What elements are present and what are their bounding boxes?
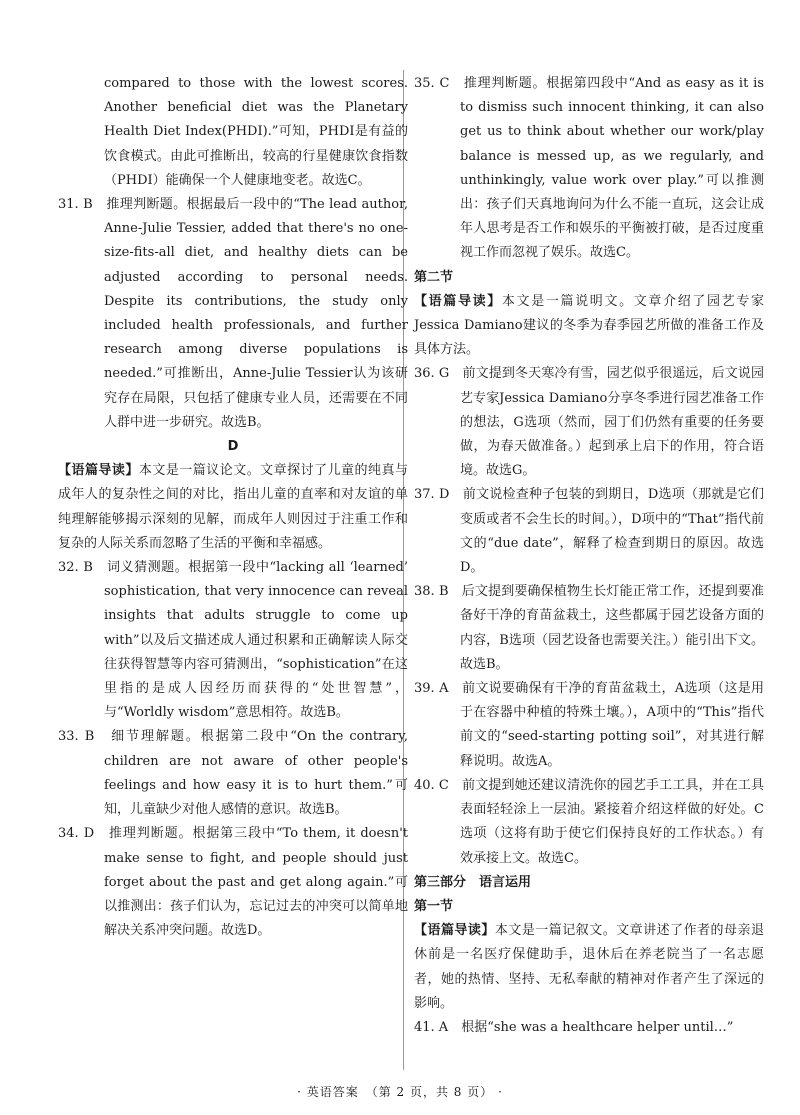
reading-guide-tag: 【语篇导读】 xyxy=(414,293,502,309)
right-column xyxy=(414,72,764,1040)
answer-35: 35. C 推理判断题。根据第四段中“And as easy as it is to dismiss such innocent thinking, it can also get us to think about whether our work/play balance is messed up, as we regularly, and unthinkingly, value work over play.”可以推测出：孩子们天真地询问为什么不能一直玩，这会让成年人思考是否工作和娱乐的平衡被打破，是否过度重视工作而忽视了娱乐。故选C。 xyxy=(414,76,764,261)
section-heading-1: 第一节 xyxy=(414,898,454,914)
answer-30-continuation: compared to those with the lowest scores. Another beneficial diet was the Planetary Health Diet Index(PHDI).”可知，PHDI是有益的饮食模式。由此可推断出，较高的行星健康饮食指数（PHDI）能确保一个人健康地变老。故选C。 xyxy=(104,76,408,188)
answer-31: 31. B 推理判断题。根据最后一段中的“The lead author, Anne-Julie Tessier, added that there's no one-size-fits-all diet, and healthy diets can be adjusted according to personal needs. Despite its contributions, the study only included health professionals, and further research among diverse populations is needed.”可推断出，Anne-Julie Tessier认为该研究存在局限，只包括了健康专业人员，还需要在不同人群中进一步研究。故选B。 xyxy=(58,197,408,430)
reading-guide-text: 本文是一篇议论文。文章探讨了儿童的纯真与成年人的复杂性之间的对比，指出儿童的直率和对友谊的单纯理解能够揭示深刻的见解，而成年人则因过于注重工作和复杂的人际关系而忽略了生活的平衡和幸福感。 xyxy=(58,463,408,551)
reading-guide-text: 本文是一篇说明文。文章介绍了园艺专家Jessica Damiano建议的冬季为春季园艺所做的准备工作及具体方法。 xyxy=(414,293,764,358)
page-footer: · 英语答案 （第 2 页，共 8 页） · xyxy=(297,1085,503,1099)
reading-guide-2 xyxy=(414,290,764,363)
answer-34: 34. D 推理判断题。根据第三段中“To them, it doesn't make sense to fight, and people should just forget about the past and get along again.”可以推测出：孩子们认为，忘记过去的冲突可以简单地解决关系冲突问题。故选D。 xyxy=(58,826,408,939)
section-heading-d: D xyxy=(227,439,239,455)
answer-40: 40. C 前文提到她还建议清洗你的园艺手工工具，并在工具表面轻轻涂上一层油。紧接着介绍这样做的好处。C选项（这将有助于使它们保持良好的工作状态。）有效承接上文。故选C。 xyxy=(414,777,764,866)
section-heading-2: 第二节 xyxy=(414,269,454,285)
answer-32: 32. B 词义猜测题。根据第一段中“lacking all ‘learned’ sophistication, that very innocence can reveal insights that adults struggle to come up with”以及后文描述成人通过积累和正确解读人际交往获得智慧等内容可猜测出，“sophistication”在这里指的是成人因经历而获得的“处世智慧”，与“Worldly wisdom”意思相符。故选B。 xyxy=(58,560,408,721)
left-column xyxy=(58,72,408,943)
answer-41: 41. A 根据“she was a healthcare helper until…” xyxy=(414,1019,734,1035)
answer-39: 39. A 前文说要确保有干净的育苗盆栽土，A选项（这是用于在容器中种植的特殊土壤。），A项中的“This”指代前文的“seed-starting potting soil”，对其进行解释说明。故选A。 xyxy=(414,681,764,769)
answer-38: 38. B 后文提到要确保植物生长灯能正常工作，还提到要准备好干净的育苗盆栽土，这些都属于园艺设备方面的内容，B选项（园艺设备也需要关注。）能引出下文。故选B。 xyxy=(414,584,764,672)
reading-guide-tag: 【语篇导读】 xyxy=(414,923,495,939)
reading-guide-d xyxy=(58,459,408,556)
answer-37: 37. D 前文说检查种子包装的到期日，D选项（那就是它们变质或者不会生长的时间。），D项中的“That”指代前文的“due date”，解释了检查到期日的原因。故选D。 xyxy=(414,487,764,576)
answer-33: 33. B 细节理解题。根据第二段中“On the contrary, children are not aware of other people's feelings and how easy it is to hurt them.”可知，儿童缺少对他人感情的意识。故选B。 xyxy=(58,729,408,818)
part-3-heading: 第三部分 语言运用 xyxy=(414,874,532,890)
reading-guide-tag: 【语篇导读】 xyxy=(58,463,139,479)
answer-36: 36. G 前文提到冬天寒冷有雪，园艺似乎很遥远，后文说园艺专家Jessica Damiano分享冬季进行园艺准备工作的想法，G选项（然而，园丁们仍然有重要的任务要做，为春天做准备。）起到承上启下的作用，符合语境。故选G。 xyxy=(414,366,764,479)
reading-guide-1 xyxy=(414,919,764,1016)
reading-guide-text: 本文是一篇记叙文。文章讲述了作者的母亲退休前是一名医疗保健助手，退休后在养老院当了一名志愿者，她的热情、坚持、无私奉献的精神对作者产生了深远的影响。 xyxy=(414,923,764,1011)
